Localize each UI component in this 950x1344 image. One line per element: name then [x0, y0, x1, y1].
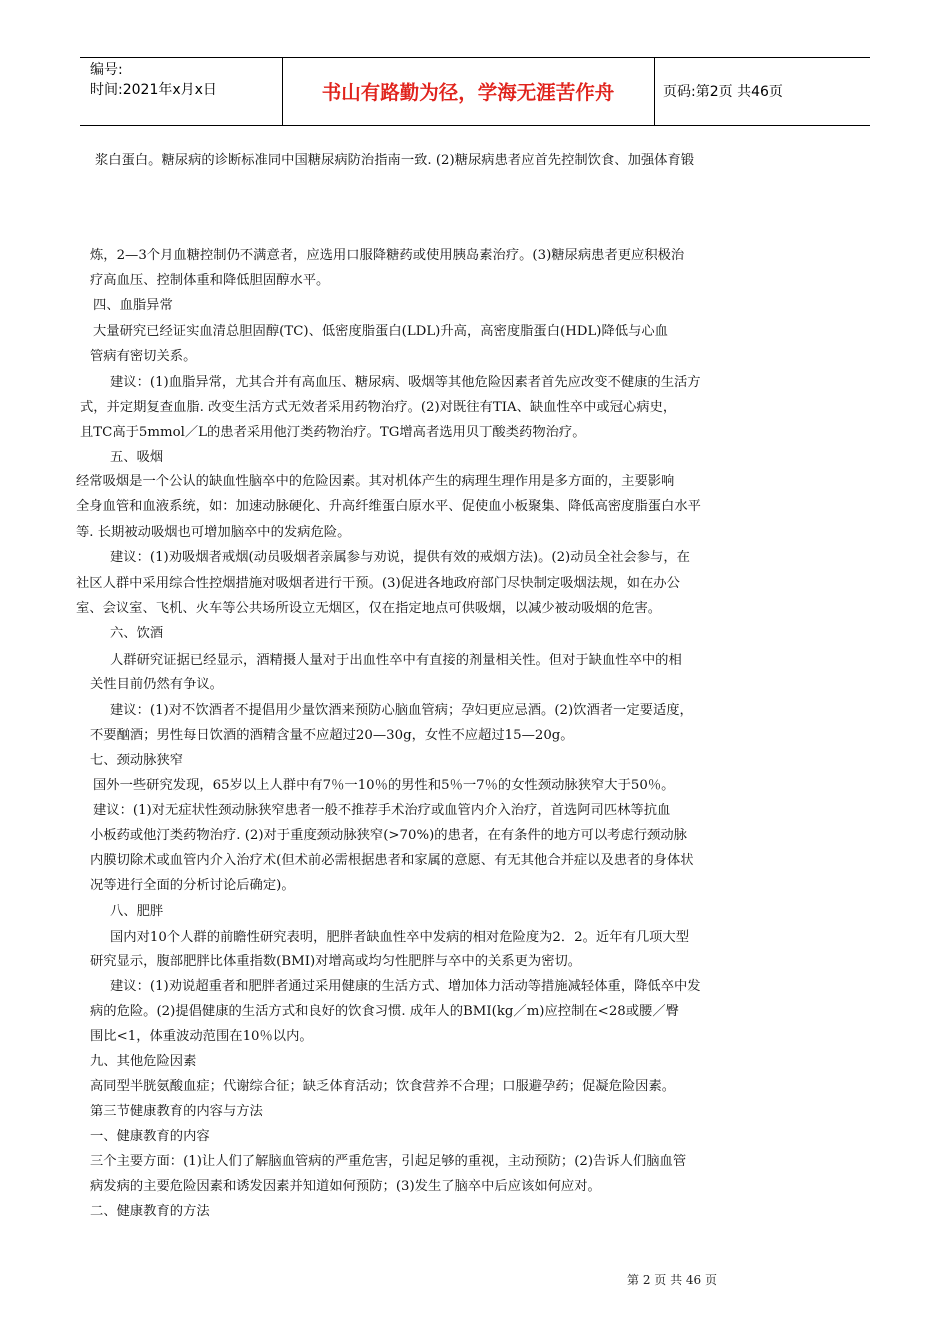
body-line: 高同型半胱氨酸血症；代谢综合征；缺乏体育活动；饮食营养不合理；口服避孕药；促凝危险因素。	[90, 1079, 676, 1094]
section-heading: 八、肥胖	[110, 904, 164, 919]
page-header	[80, 57, 870, 125]
body-line: 建议：(1)劝说超重者和肥胖者通过采用健康的生活方式、增加体力活动等措施减轻体重，降低卒中发	[110, 979, 701, 994]
body-line: 且TC高于5mmol／L的患者采用他汀类药物治疗。TG增高者选用贝丁酸类药物治疗。	[80, 425, 586, 440]
body-line: 内膜切除术或血管内介入治疗术(但术前必需根据患者和家属的意愿、有无其他合并症以及患者的身体状	[90, 853, 694, 868]
body-line: 三个主要方面：(1)让人们了解脑血管病的严重危害，引起足够的重视，主动预防；(2)告诉人们脑血管	[90, 1154, 687, 1169]
header-motto: 书山有路勤为径，学海无涯苦作舟	[321, 81, 615, 104]
section-heading: 七、颈动脉狭窄	[90, 753, 184, 768]
body-line: 全身血管和血液系统，如：加速动脉硬化、升高纤维蛋白原水平、促使血小板聚集、降低高密度脂蛋白水平	[76, 499, 701, 514]
body-line: 研究显示，腹部肥胖比体重指数(BMI)对增高或均匀性肥胖与卒中的关系更为密切。	[90, 954, 582, 969]
body-line: 室、会议室、飞机、火车等公共场所设立无烟区，仅在指定地点可供吸烟，以减少被动吸烟的危害。	[76, 601, 662, 616]
body-line: 建议：(1)血脂异常，尤其合并有高血压、糖尿病、吸烟等其他危险因素者首先应改变不健康的生活方	[110, 375, 701, 390]
body-line: 浆白蛋白。糖尿病的诊断标准同中国糖尿病防治指南一致. (2)糖尿病患者应首先控制饮食、加强体育锻	[95, 153, 695, 168]
body-line: 经常吸烟是一个公认的缺血性脑卒中的危险因素。其对机体产生的病理生理作用是多方面的，主要影响	[76, 474, 675, 489]
document-date: 时间:2021年x月x日	[90, 82, 217, 98]
header-top-rule	[80, 57, 870, 58]
body-line: 等. 长期被动吸烟也可增加脑卒中的发病危险。	[76, 525, 351, 540]
body-line: 不要酗酒；男性每日饮酒的酒精含量不应超过20—30g，女性不应超过15—20g。	[90, 728, 574, 743]
body-line: 建议：(1)劝吸烟者戒烟(动员吸烟者亲属参与劝说，提供有效的戒烟方法)。(2)动员全社会参与，在	[110, 550, 690, 565]
body-line: 式，并定期复查血脂. 改变生活方式无效者采用药物治疗。(2)对既往有TIA、缺血性卒中或冠心病史，	[80, 400, 677, 415]
section-heading: 二、健康教育的方法	[90, 1204, 210, 1219]
header-bottom-rule	[80, 125, 870, 126]
body-line: 大量研究已经证实血清总胆固醇(TC)、低密度脂蛋白(LDL)升高，高密度脂蛋白(HDL)降低与心血	[93, 324, 668, 339]
body-line: 人群研究证据已经显示，酒精摄人量对于出血性卒中有直接的剂量相关性。但对于缺血性卒中的相	[110, 653, 682, 668]
body-line: 建议：(1)对无症状性颈动脉狭窄患者一般不推荐手术治疗或血管内介入治疗，首选阿司匹林等抗血	[93, 803, 671, 818]
section-heading: 九、其他危险因素	[90, 1054, 197, 1069]
section-heading: 四、血脂异常	[93, 298, 173, 313]
document-number-label: 编号:	[90, 62, 123, 78]
body-line: 关性目前仍然有争议。	[90, 677, 223, 692]
header-divider-right	[654, 57, 655, 126]
section-heading: 第三节健康教育的内容与方法	[90, 1104, 263, 1119]
section-heading: 五、吸烟	[110, 450, 164, 465]
body-line: 围比<1，体重波动范围在10％以内。	[90, 1029, 313, 1044]
body-line: 疗高血压、控制体重和降低胆固醇水平。	[90, 273, 330, 288]
body-line: 病发病的主要危险因素和诱发因素并知道如何预防；(3)发生了脑卒中后应该如何应对。	[90, 1179, 601, 1194]
body-line: 炼，2—3个月血糖控制仍不满意者，应选用口服降糖药或使用胰岛素治疗。(3)糖尿病患者更应积极治	[90, 248, 685, 263]
body-line: 社区人群中采用综合性控烟措施对吸烟者进行干预。(3)促进各地政府部门尽快制定吸烟法规，如在办公	[76, 576, 680, 591]
body-line: 病的危险。(2)提倡健康的生活方式和良好的饮食习惯. 成年人的BMI(kg／m)应控制在<28或腰／臀	[90, 1004, 679, 1019]
header-left-cell	[90, 60, 217, 100]
body-line: 建议：(1)对不饮酒者不提倡用少量饮酒来预防心脑血管病；孕妇更应忌酒。(2)饮酒者一定要适度，	[110, 703, 693, 718]
body-line: 国外一些研究发现，65岁以上人群中有7％一10％的男性和5％一7％的女性颈动脉狭窄大于50％。	[93, 778, 675, 793]
body-line: 管病有密切关系。	[90, 349, 197, 364]
body-line: 小板药或他汀类药物治疗. (2)对于重度颈动脉狭窄(>70%)的患者，在有条件的地方可以考虑行颈动脉	[90, 828, 687, 843]
body-line: 况等进行全面的分析讨论后确定)。	[90, 878, 295, 893]
header-page-info: 页码:第2页 共46页	[663, 84, 783, 100]
page-footer: 第 2 页 共 46 页	[627, 1273, 717, 1287]
body-line: 国内对10个人群的前瞻性研究表明，肥胖者缺血性卒中发病的相对危险度为2．2。近年有几项大型	[110, 930, 690, 945]
section-heading: 六、饮酒	[110, 626, 164, 641]
section-heading: 一、健康教育的内容	[90, 1129, 210, 1144]
